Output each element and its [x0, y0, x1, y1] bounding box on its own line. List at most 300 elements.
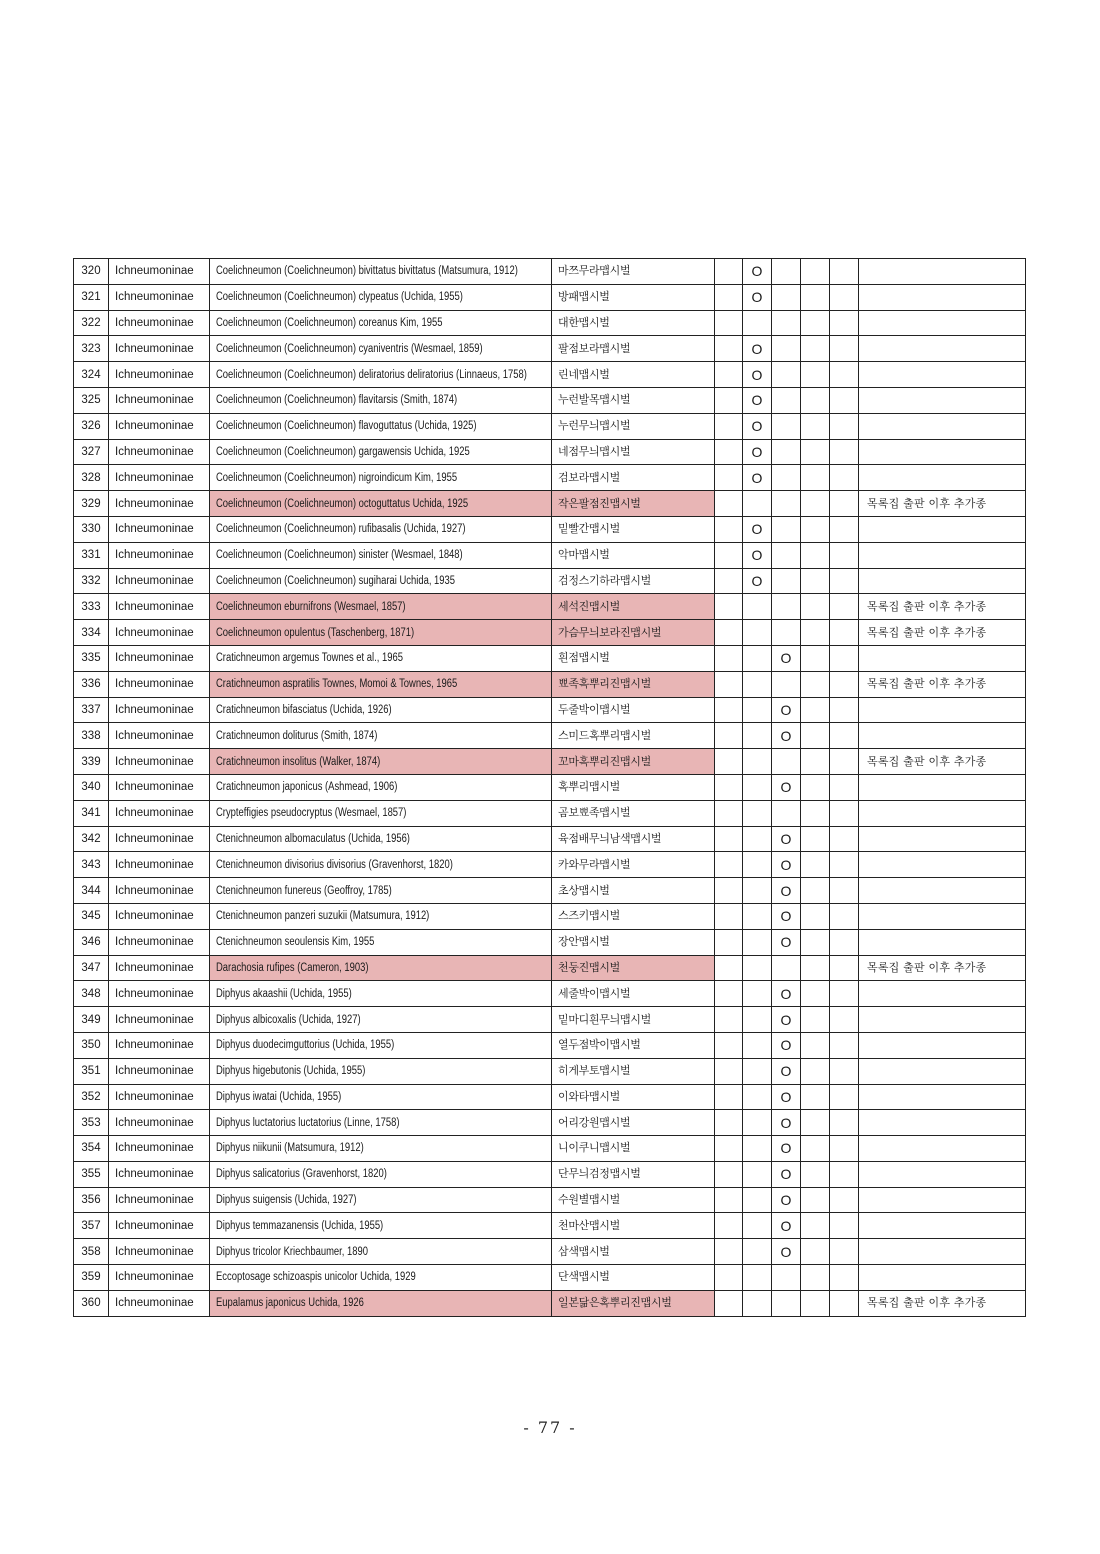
table-row: [74, 1032, 1026, 1058]
row-number: 338: [74, 723, 109, 749]
mark-cell-1: [715, 284, 743, 310]
note-cell: [859, 1265, 1026, 1291]
subfamily-cell: Ichneumoninae: [109, 852, 210, 878]
mark-cell-3: O: [772, 1032, 801, 1058]
species-name-text: Diphyus akaashii (Uchida, 1955): [216, 987, 352, 1000]
korean-name-cell: 초상맵시벌: [552, 878, 715, 904]
mark-cell-5: [830, 413, 859, 439]
species-name-text: Ctenichneumon seoulensis Kim, 1955: [216, 936, 375, 949]
species-name-cell: [210, 645, 552, 671]
species-name-text: Coelichneumon (Coelichneumon) sugiharai Uchida, 1935: [216, 574, 456, 587]
mark-cell-5: [830, 1161, 859, 1187]
mark-cell-4: [801, 645, 830, 671]
species-name-text: Diphyus niikunii (Matsumura, 1912): [216, 1142, 364, 1155]
mark-cell-5: [830, 310, 859, 336]
mark-cell-1: [715, 362, 743, 388]
mark-cell-2: O: [743, 259, 772, 285]
mark-cell-5: [830, 774, 859, 800]
korean-name-cell: 꼬마혹뿌리진맵시벌: [552, 749, 715, 775]
mark-cell-3: [772, 284, 801, 310]
table-row: [74, 903, 1026, 929]
note-cell: [859, 1058, 1026, 1084]
mark-cell-5: [830, 1110, 859, 1136]
species-name-cell: [210, 749, 552, 775]
korean-name-cell: 누런무늬맵시벌: [552, 413, 715, 439]
note-cell: 목록집 출판 이후 추가종: [859, 620, 1026, 646]
row-number: 347: [74, 955, 109, 981]
korean-name-cell: 밑빨간맵시벌: [552, 516, 715, 542]
mark-cell-1: [715, 723, 743, 749]
mark-cell-3: [772, 465, 801, 491]
species-name-text: Diphyus tricolor Kriechbaumer, 1890: [216, 1245, 369, 1258]
species-name-cell: [210, 542, 552, 568]
mark-cell-1: [715, 1136, 743, 1162]
note-cell: [859, 1007, 1026, 1033]
species-name-text: Cratichneumon insolitus (Walker, 1874): [216, 755, 381, 768]
mark-cell-1: [715, 542, 743, 568]
mark-cell-4: [801, 697, 830, 723]
mark-cell-1: [715, 1032, 743, 1058]
species-name-cell: [210, 413, 552, 439]
mark-cell-1: [715, 1213, 743, 1239]
row-number: 360: [74, 1290, 109, 1316]
subfamily-cell: Ichneumoninae: [109, 671, 210, 697]
mark-cell-5: [830, 878, 859, 904]
mark-cell-1: [715, 594, 743, 620]
table-row: [74, 981, 1026, 1007]
korean-name-cell: 니이쿠니맵시벌: [552, 1136, 715, 1162]
mark-cell-5: [830, 284, 859, 310]
species-name-cell: [210, 1032, 552, 1058]
mark-cell-5: [830, 1213, 859, 1239]
note-cell: 목록집 출판 이후 추가종: [859, 491, 1026, 517]
row-number: 340: [74, 774, 109, 800]
mark-cell-2: [743, 1161, 772, 1187]
note-cell: [859, 413, 1026, 439]
species-name-cell: [210, 723, 552, 749]
subfamily-cell: Ichneumoninae: [109, 1032, 210, 1058]
mark-cell-2: [743, 929, 772, 955]
species-name-text: Diphyus duodecimguttorius (Uchida, 1955): [216, 1039, 395, 1052]
mark-cell-2: [743, 955, 772, 981]
mark-cell-1: [715, 645, 743, 671]
mark-cell-2: [743, 1007, 772, 1033]
mark-cell-5: [830, 439, 859, 465]
table-row: [74, 852, 1026, 878]
subfamily-cell: Ichneumoninae: [109, 1213, 210, 1239]
mark-cell-4: [801, 955, 830, 981]
mark-cell-1: [715, 310, 743, 336]
mark-cell-4: [801, 1007, 830, 1033]
mark-cell-3: O: [772, 697, 801, 723]
mark-cell-1: [715, 439, 743, 465]
subfamily-cell: Ichneumoninae: [109, 1084, 210, 1110]
subfamily-cell: Ichneumoninae: [109, 774, 210, 800]
mark-cell-2: [743, 1136, 772, 1162]
row-number: 322: [74, 310, 109, 336]
subfamily-cell: Ichneumoninae: [109, 1136, 210, 1162]
mark-cell-2: O: [743, 465, 772, 491]
mark-cell-1: [715, 955, 743, 981]
subfamily-cell: Ichneumoninae: [109, 1239, 210, 1265]
mark-cell-2: O: [743, 284, 772, 310]
note-cell: [859, 1032, 1026, 1058]
species-name-text: Diphyus higebutonis (Uchida, 1955): [216, 1065, 366, 1078]
mark-cell-2: O: [743, 439, 772, 465]
mark-cell-4: [801, 903, 830, 929]
mark-cell-4: [801, 568, 830, 594]
subfamily-cell: Ichneumoninae: [109, 723, 210, 749]
subfamily-cell: Ichneumoninae: [109, 878, 210, 904]
row-number: 321: [74, 284, 109, 310]
mark-cell-5: [830, 1265, 859, 1291]
mark-cell-3: [772, 259, 801, 285]
korean-name-cell: 검정스기하라맵시벌: [552, 568, 715, 594]
mark-cell-3: [772, 310, 801, 336]
species-name-cell: [210, 1007, 552, 1033]
subfamily-cell: Ichneumoninae: [109, 1110, 210, 1136]
row-number: 356: [74, 1187, 109, 1213]
species-name-cell: [210, 800, 552, 826]
mark-cell-1: [715, 903, 743, 929]
mark-cell-2: O: [743, 387, 772, 413]
row-number: 351: [74, 1058, 109, 1084]
species-name-text: Ctenichneumon albomaculatus (Uchida, 1956): [216, 832, 410, 845]
species-name-cell: [210, 1110, 552, 1136]
mark-cell-1: [715, 1058, 743, 1084]
mark-cell-5: [830, 1136, 859, 1162]
mark-cell-4: [801, 310, 830, 336]
species-name-text: Diphyus suigensis (Uchida, 1927): [216, 1194, 357, 1207]
korean-name-cell: 세석진맵시벌: [552, 594, 715, 620]
mark-cell-4: [801, 542, 830, 568]
row-number: 327: [74, 439, 109, 465]
subfamily-cell: Ichneumoninae: [109, 620, 210, 646]
mark-cell-3: O: [772, 1110, 801, 1136]
table-row: [74, 878, 1026, 904]
species-name-text: Coelichneumon (Coelichneumon) gargawensis Uchida, 1925: [216, 445, 470, 458]
mark-cell-3: [772, 439, 801, 465]
subfamily-cell: Ichneumoninae: [109, 568, 210, 594]
species-name-cell: [210, 284, 552, 310]
korean-name-cell: 스즈키맵시벌: [552, 903, 715, 929]
species-name-cell: [210, 439, 552, 465]
mark-cell-1: [715, 387, 743, 413]
note-cell: [859, 1239, 1026, 1265]
species-name-cell: [210, 1265, 552, 1291]
note-cell: [859, 310, 1026, 336]
species-name-cell: [210, 981, 552, 1007]
species-name-cell: [210, 568, 552, 594]
mark-cell-1: [715, 852, 743, 878]
mark-cell-1: [715, 516, 743, 542]
mark-cell-2: O: [743, 413, 772, 439]
row-number: 332: [74, 568, 109, 594]
mark-cell-2: [743, 671, 772, 697]
row-number: 335: [74, 645, 109, 671]
note-cell: [859, 465, 1026, 491]
korean-name-cell: 장안맵시벌: [552, 929, 715, 955]
row-number: 323: [74, 336, 109, 362]
mark-cell-4: [801, 465, 830, 491]
row-number: 345: [74, 903, 109, 929]
species-name-text: Ctenichneumon divisorius divisorius (Gravenhorst, 1820): [216, 858, 453, 871]
row-number: 334: [74, 620, 109, 646]
mark-cell-1: [715, 336, 743, 362]
species-name-cell: [210, 1213, 552, 1239]
table-row: [74, 1110, 1026, 1136]
species-table: [73, 258, 1026, 1317]
note-cell: [859, 1161, 1026, 1187]
table-row: [74, 594, 1026, 620]
subfamily-cell: Ichneumoninae: [109, 645, 210, 671]
mark-cell-2: [743, 491, 772, 517]
mark-cell-1: [715, 1265, 743, 1291]
mark-cell-5: [830, 1084, 859, 1110]
mark-cell-3: O: [772, 878, 801, 904]
mark-cell-4: [801, 1110, 830, 1136]
table-row: [74, 413, 1026, 439]
species-name-cell: [210, 929, 552, 955]
note-cell: 목록집 출판 이후 추가종: [859, 671, 1026, 697]
species-name-text: Coelichneumon (Coelichneumon) flavitarsis (Smith, 1874): [216, 394, 458, 407]
table-row: [74, 1136, 1026, 1162]
subfamily-cell: Ichneumoninae: [109, 749, 210, 775]
mark-cell-5: [830, 362, 859, 388]
korean-name-cell: 곰보뾰족맵시벌: [552, 800, 715, 826]
mark-cell-3: [772, 1290, 801, 1316]
mark-cell-2: [743, 1032, 772, 1058]
species-name-cell: [210, 852, 552, 878]
species-name-text: Ctenichneumon panzeri suzukii (Matsumura, 1912): [216, 910, 430, 923]
species-name-text: Coelichneumon (Coelichneumon) sinister (Wesmael, 1848): [216, 549, 463, 562]
note-cell: [859, 774, 1026, 800]
table-row: [74, 1084, 1026, 1110]
mark-cell-5: [830, 1007, 859, 1033]
mark-cell-3: [772, 542, 801, 568]
subfamily-cell: Ichneumoninae: [109, 310, 210, 336]
mark-cell-4: [801, 491, 830, 517]
mark-cell-2: [743, 1084, 772, 1110]
subfamily-cell: Ichneumoninae: [109, 981, 210, 1007]
mark-cell-2: [743, 1187, 772, 1213]
mark-cell-4: [801, 259, 830, 285]
mark-cell-4: [801, 1058, 830, 1084]
table-row: [74, 310, 1026, 336]
mark-cell-2: [743, 1265, 772, 1291]
mark-cell-3: [772, 336, 801, 362]
row-number: 343: [74, 852, 109, 878]
table-row: [74, 826, 1026, 852]
korean-name-cell: 수원별맵시벌: [552, 1187, 715, 1213]
row-number: 329: [74, 491, 109, 517]
mark-cell-5: [830, 516, 859, 542]
mark-cell-3: O: [772, 723, 801, 749]
subfamily-cell: Ichneumoninae: [109, 362, 210, 388]
note-cell: [859, 929, 1026, 955]
species-name-cell: [210, 387, 552, 413]
korean-name-cell: 악마맵시벌: [552, 542, 715, 568]
korean-name-cell: 스미드혹뿌리맵시벌: [552, 723, 715, 749]
subfamily-cell: Ichneumoninae: [109, 826, 210, 852]
note-cell: [859, 826, 1026, 852]
mark-cell-3: [772, 491, 801, 517]
mark-cell-2: [743, 749, 772, 775]
table-row: [74, 749, 1026, 775]
mark-cell-5: [830, 981, 859, 1007]
table-row: [74, 1058, 1026, 1084]
table-row: [74, 645, 1026, 671]
mark-cell-4: [801, 981, 830, 1007]
mark-cell-3: O: [772, 645, 801, 671]
note-cell: [859, 723, 1026, 749]
row-number: 324: [74, 362, 109, 388]
species-name-cell: [210, 362, 552, 388]
korean-name-cell: 천마산맵시벌: [552, 1213, 715, 1239]
note-cell: [859, 1213, 1026, 1239]
species-name-cell: [210, 465, 552, 491]
mark-cell-4: [801, 826, 830, 852]
mark-cell-4: [801, 723, 830, 749]
korean-name-cell: 단색맵시벌: [552, 1265, 715, 1291]
species-name-cell: [210, 516, 552, 542]
mark-cell-5: [830, 336, 859, 362]
mark-cell-4: [801, 594, 830, 620]
mark-cell-4: [801, 878, 830, 904]
mark-cell-3: O: [772, 903, 801, 929]
species-name-text: Cratichneumon japonicus (Ashmead, 1906): [216, 781, 398, 794]
note-cell: [859, 568, 1026, 594]
mark-cell-5: [830, 1239, 859, 1265]
note-cell: [859, 362, 1026, 388]
mark-cell-3: O: [772, 929, 801, 955]
mark-cell-4: [801, 362, 830, 388]
mark-cell-5: [830, 620, 859, 646]
mark-cell-3: [772, 1265, 801, 1291]
mark-cell-1: [715, 1239, 743, 1265]
mark-cell-1: [715, 465, 743, 491]
row-number: 325: [74, 387, 109, 413]
species-name-text: Diphyus luctatorius luctatorius (Linne, 1758): [216, 1116, 400, 1129]
mark-cell-1: [715, 749, 743, 775]
subfamily-cell: Ichneumoninae: [109, 800, 210, 826]
mark-cell-1: [715, 1187, 743, 1213]
mark-cell-5: [830, 903, 859, 929]
row-number: 354: [74, 1136, 109, 1162]
subfamily-cell: Ichneumoninae: [109, 439, 210, 465]
korean-name-cell: 히게부토맵시벌: [552, 1058, 715, 1084]
row-number: 333: [74, 594, 109, 620]
korean-name-cell: 린네맵시벌: [552, 362, 715, 388]
species-name-cell: [210, 310, 552, 336]
table-row: [74, 697, 1026, 723]
mark-cell-4: [801, 1136, 830, 1162]
page-number: - 77 -: [523, 1418, 577, 1437]
table-row: [74, 362, 1026, 388]
mark-cell-2: [743, 878, 772, 904]
species-name-text: Coelichneumon (Coelichneumon) rufibasalis (Uchida, 1927): [216, 523, 466, 536]
species-name-cell: [210, 903, 552, 929]
korean-name-cell: 네점무늬맵시벌: [552, 439, 715, 465]
note-cell: [859, 903, 1026, 929]
table-row: [74, 774, 1026, 800]
subfamily-cell: Ichneumoninae: [109, 542, 210, 568]
korean-name-cell: 혹뿌리맵시벌: [552, 774, 715, 800]
mark-cell-1: [715, 800, 743, 826]
mark-cell-5: [830, 852, 859, 878]
mark-cell-3: O: [772, 852, 801, 878]
note-cell: [859, 981, 1026, 1007]
row-number: 344: [74, 878, 109, 904]
subfamily-cell: Ichneumoninae: [109, 1187, 210, 1213]
korean-name-cell: 삼색맵시벌: [552, 1239, 715, 1265]
mark-cell-5: [830, 594, 859, 620]
subfamily-cell: Ichneumoninae: [109, 929, 210, 955]
mark-cell-2: O: [743, 362, 772, 388]
subfamily-cell: Ichneumoninae: [109, 1007, 210, 1033]
row-number: 337: [74, 697, 109, 723]
subfamily-cell: Ichneumoninae: [109, 516, 210, 542]
mark-cell-1: [715, 697, 743, 723]
table-row: [74, 387, 1026, 413]
note-cell: [859, 387, 1026, 413]
species-name-cell: [210, 1084, 552, 1110]
mark-cell-4: [801, 336, 830, 362]
mark-cell-2: [743, 310, 772, 336]
mark-cell-4: [801, 1290, 830, 1316]
mark-cell-1: [715, 774, 743, 800]
mark-cell-2: [743, 852, 772, 878]
mark-cell-4: [801, 852, 830, 878]
mark-cell-5: [830, 568, 859, 594]
note-cell: 목록집 출판 이후 추가종: [859, 749, 1026, 775]
mark-cell-4: [801, 1032, 830, 1058]
mark-cell-4: [801, 413, 830, 439]
mark-cell-2: [743, 1110, 772, 1136]
mark-cell-5: [830, 542, 859, 568]
korean-name-cell: 어리강원맵시벌: [552, 1110, 715, 1136]
table-row: [74, 671, 1026, 697]
species-name-cell: [210, 774, 552, 800]
note-cell: [859, 1110, 1026, 1136]
species-name-text: Coelichneumon opulentus (Taschenberg, 1871): [216, 626, 415, 639]
row-number: 330: [74, 516, 109, 542]
mark-cell-1: [715, 413, 743, 439]
mark-cell-1: [715, 1007, 743, 1033]
korean-name-cell: 세줄박이맵시벌: [552, 981, 715, 1007]
mark-cell-5: [830, 929, 859, 955]
mark-cell-2: [743, 774, 772, 800]
mark-cell-1: [715, 1110, 743, 1136]
row-number: 342: [74, 826, 109, 852]
species-name-cell: [210, 620, 552, 646]
row-number: 352: [74, 1084, 109, 1110]
mark-cell-3: O: [772, 981, 801, 1007]
mark-cell-5: [830, 645, 859, 671]
row-number: 355: [74, 1161, 109, 1187]
mark-cell-5: [830, 826, 859, 852]
species-name-text: Cratichneumon doliturus (Smith, 1874): [216, 729, 378, 742]
subfamily-cell: Ichneumoninae: [109, 594, 210, 620]
species-name-text: Ctenichneumon funereus (Geoffroy, 1785): [216, 884, 392, 897]
mark-cell-2: [743, 697, 772, 723]
note-cell: [859, 852, 1026, 878]
mark-cell-4: [801, 1213, 830, 1239]
mark-cell-2: [743, 620, 772, 646]
mark-cell-1: [715, 568, 743, 594]
row-number: 353: [74, 1110, 109, 1136]
row-number: 320: [74, 259, 109, 285]
